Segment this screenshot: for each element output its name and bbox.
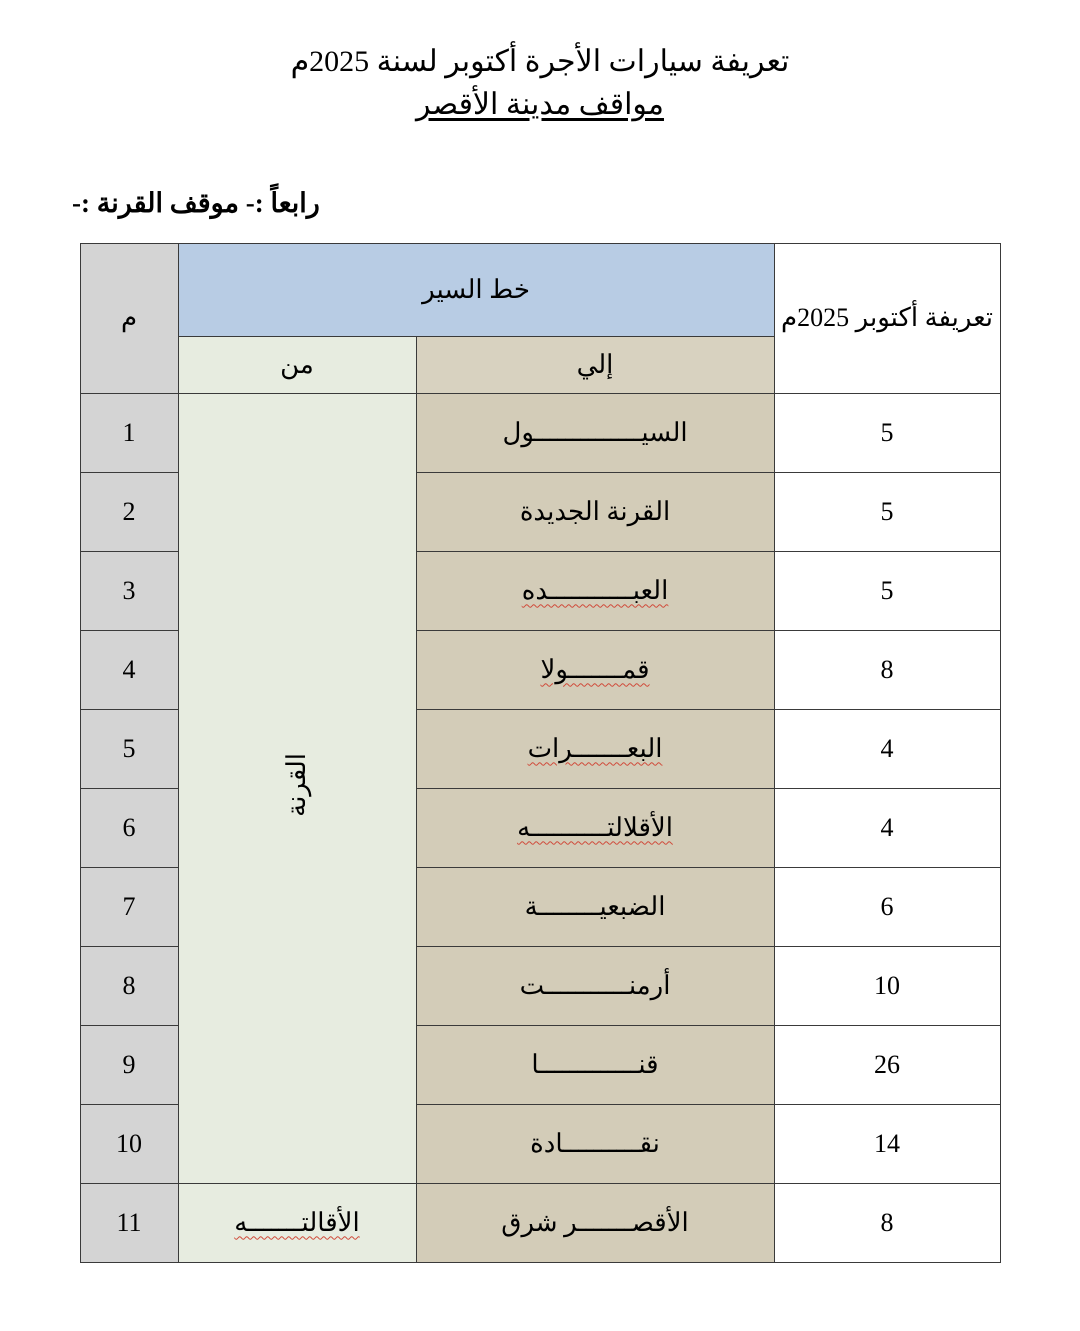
cell-to: أرمنـــــــــــت — [416, 946, 774, 1025]
header-from: من — [178, 336, 416, 393]
header-fare: تعريفة أكتوبر 2025م — [774, 243, 1000, 393]
cell-fare: 5 — [774, 551, 1000, 630]
document-page — [0, 42, 1080, 1331]
section-heading — [0, 188, 1080, 219]
cell-from-merged — [178, 393, 416, 1183]
cell-to: البعـــــــرات — [416, 709, 774, 788]
cell-number: 6 — [80, 788, 178, 867]
cell-number: 5 — [80, 709, 178, 788]
cell-fare: 4 — [774, 788, 1000, 867]
cell-number: 2 — [80, 472, 178, 551]
cell-fare: 6 — [774, 867, 1000, 946]
table-row — [80, 393, 1000, 472]
cell-number: 9 — [80, 1025, 178, 1104]
cell-to: الأقلالتــــــــــه — [416, 788, 774, 867]
cell-number: 4 — [80, 630, 178, 709]
cell-fare: 14 — [774, 1104, 1000, 1183]
cell-to: قنـــــــــــــا — [416, 1025, 774, 1104]
header-route: خط السير — [178, 243, 774, 336]
cell-fare: 26 — [774, 1025, 1000, 1104]
cell-from: الأقالتـــــــه — [178, 1183, 416, 1262]
cell-number: 11 — [80, 1183, 178, 1262]
cell-fare: 4 — [774, 709, 1000, 788]
cell-number: 7 — [80, 867, 178, 946]
cell-fare: 8 — [774, 1183, 1000, 1262]
cell-fare: 8 — [774, 630, 1000, 709]
fare-table — [80, 243, 1001, 1263]
cell-to: قمـــــــولا — [416, 630, 774, 709]
cell-number: 8 — [80, 946, 178, 1025]
cell-to: العبـــــــــــده — [416, 551, 774, 630]
cell-fare: 5 — [774, 393, 1000, 472]
cell-to: الضبعيــــــــة — [416, 867, 774, 946]
table-header-row-1 — [80, 243, 1000, 336]
page-subtitle: مواقف مدينة الأقصر — [416, 87, 664, 121]
cell-number: 3 — [80, 551, 178, 630]
header-number: م — [80, 243, 178, 393]
cell-to: القرنة الجديدة — [416, 472, 774, 551]
cell-to: الأقصـــــــر شرق — [416, 1183, 774, 1262]
page-title: تعريفة سيارات الأجرة أكتوبر لسنة 2025م — [290, 45, 790, 78]
cell-number: 1 — [80, 393, 178, 472]
table-row — [80, 1183, 1000, 1262]
cell-fare: 5 — [774, 472, 1000, 551]
cell-fare: 10 — [774, 946, 1000, 1025]
cell-number: 10 — [80, 1104, 178, 1183]
from-vertical-label: القرنة — [282, 752, 311, 817]
header-to: إلي — [416, 336, 774, 393]
cell-to: نقــــــــــادة — [416, 1104, 774, 1183]
cell-to: السيــــــــــــــول — [416, 393, 774, 472]
section-heading-text: رابعاً :- موقف القرنة :- — [72, 187, 320, 218]
